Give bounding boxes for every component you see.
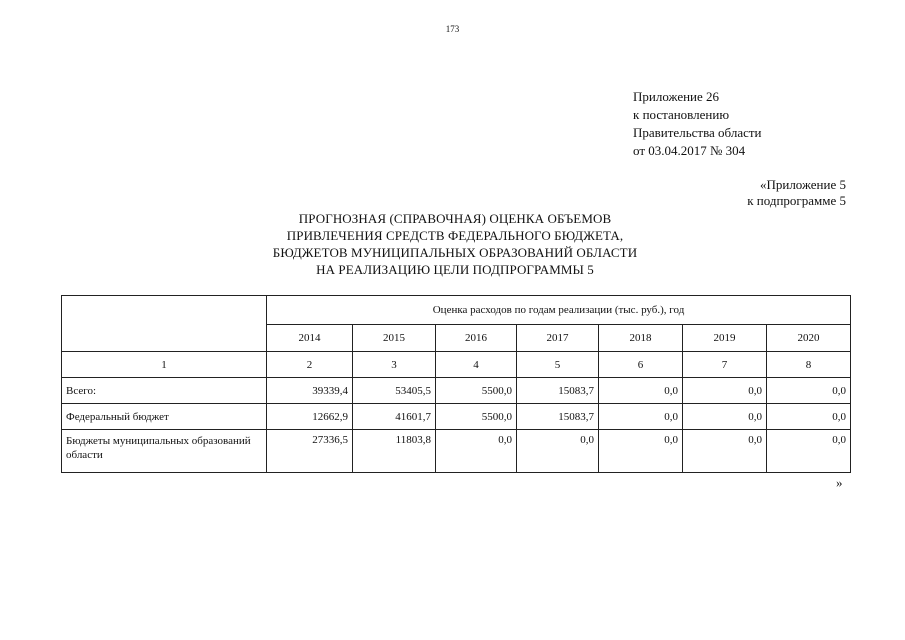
sub-appendix-block <box>747 177 846 209</box>
appendix-line: Правительства области <box>633 125 762 140</box>
value-cell: 11803,8 <box>353 430 436 473</box>
value-cell: 0,0 <box>517 430 599 473</box>
title-line: ПРОГНОЗНАЯ (СПРАВОЧНАЯ) ОЦЕНКА ОБЪЕМОВ <box>298 211 612 226</box>
title-line: НА РЕАЛИЗАЦИЮ ЦЕЛИ ПОДПРОГРАММЫ 5 <box>316 262 594 277</box>
value-cell: 27336,5 <box>267 430 353 473</box>
value-cell: 0,0 <box>767 404 851 430</box>
year-cell: 2014 <box>267 325 353 352</box>
value-cell: 0,0 <box>767 430 851 473</box>
value-cell: 5500,0 <box>436 378 517 404</box>
column-number-cell: 4 <box>436 352 517 378</box>
year-cell: 2016 <box>436 325 517 352</box>
title-line: ПРИВЛЕЧЕНИЯ СРЕДСТВ ФЕДЕРАЛЬНОГО БЮДЖЕТА, <box>286 228 624 243</box>
column-number-cell: 1 <box>62 352 267 378</box>
table-column-numbers-row <box>62 352 851 378</box>
table-row <box>62 430 851 473</box>
value-cell: 0,0 <box>683 378 767 404</box>
table-header-blank-cell <box>62 296 267 352</box>
column-number-cell: 3 <box>353 352 436 378</box>
table-header-caption: Оценка расходов по годам реализации (тыс. руб.), год <box>267 296 851 325</box>
column-number-cell: 5 <box>517 352 599 378</box>
value-cell: 12662,9 <box>267 404 353 430</box>
row-label: Всего: <box>62 378 267 404</box>
value-cell: 41601,7 <box>353 404 436 430</box>
appendix-line: от 03.04.2017 № 304 <box>633 143 746 158</box>
value-cell: 15083,7 <box>517 378 599 404</box>
year-cell: 2018 <box>599 325 683 352</box>
closing-quote: » <box>836 475 843 490</box>
value-cell: 0,0 <box>436 430 517 473</box>
year-cell: 2020 <box>767 325 851 352</box>
appendix-block <box>633 88 762 160</box>
column-number-cell: 7 <box>683 352 767 378</box>
year-cell: 2015 <box>353 325 436 352</box>
value-cell: 0,0 <box>683 404 767 430</box>
value-cell: 0,0 <box>599 378 683 404</box>
title-line: БЮДЖЕТОВ МУНИЦИПАЛЬНЫХ ОБРАЗОВАНИЙ ОБЛАСТИ <box>272 245 638 260</box>
value-cell: 0,0 <box>599 404 683 430</box>
appendix-line: Приложение 26 <box>633 89 720 104</box>
year-cell: 2017 <box>517 325 599 352</box>
column-number-cell: 8 <box>767 352 851 378</box>
document-title <box>180 210 730 278</box>
value-cell: 5500,0 <box>436 404 517 430</box>
appendix-line: к постановлению <box>633 107 730 122</box>
row-label: Бюджеты муниципальных образований области <box>62 430 267 473</box>
value-cell: 53405,5 <box>353 378 436 404</box>
year-cell: 2019 <box>683 325 767 352</box>
sub-appendix-line: к подпрограмме 5 <box>747 193 846 208</box>
sub-appendix-line: «Приложение 5 <box>759 177 846 192</box>
value-cell: 0,0 <box>683 430 767 473</box>
value-cell: 39339,4 <box>267 378 353 404</box>
value-cell: 0,0 <box>599 430 683 473</box>
column-number-cell: 2 <box>267 352 353 378</box>
table-header-row <box>62 296 851 325</box>
value-cell: 15083,7 <box>517 404 599 430</box>
row-label: Федеральный бюджет <box>62 404 267 430</box>
table-row <box>62 378 851 404</box>
budget-table <box>61 295 851 473</box>
table-row <box>62 404 851 430</box>
column-number-cell: 6 <box>599 352 683 378</box>
value-cell: 0,0 <box>767 378 851 404</box>
page-number: 173 <box>445 24 460 34</box>
